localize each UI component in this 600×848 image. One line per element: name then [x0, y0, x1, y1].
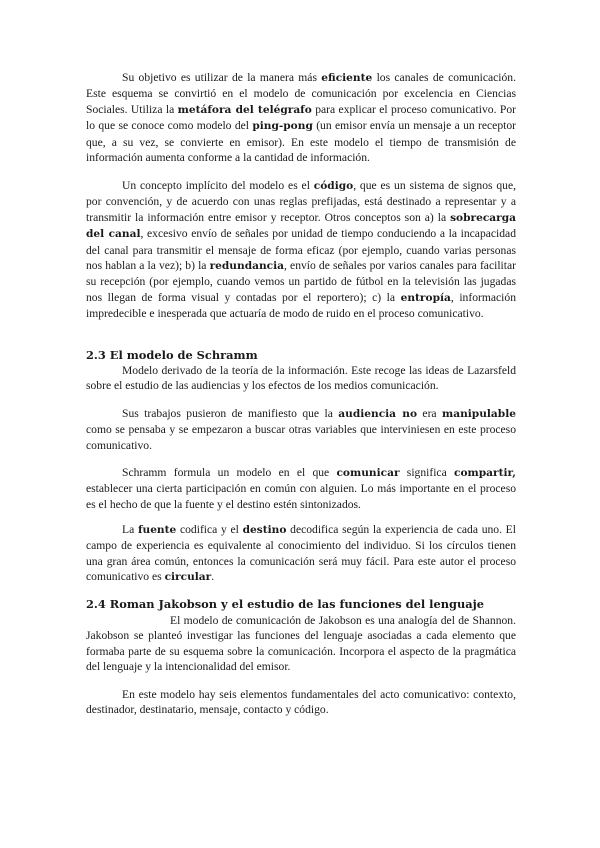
bold-term-comunicar: comunicar	[336, 467, 400, 479]
bold-term-metafora: metáfora del telégrafo	[177, 103, 312, 116]
paragraph-objetivo: Su objetivo es utilizar de la manera más eficiente los canales de comunicación. Este esquema se convirtió en el modelo de comunicación por excelencia en Ciencias Sociales. Utiliza la metáfora del telégrafo para explicar el proceso comunicativo. Por lo que se conoce como modelo del ping-pong (un emisor envía un mensaje a un receptor que, a su vez, se convierte en emisor). En este modelo el tiempo de transmisión de información aumenta conforme a la cantidad de información.	[86, 71, 516, 165]
bold-term-compartir: compartir,	[454, 467, 516, 479]
paragraph-codigo: Un concepto implícito del modelo es el código, que es un sistema de signos que, por convención, y de acuerdo con unas reglas prefijadas, está destinado a representar y a transmitir la información entre emisor y receptor. Otros conceptos son a) la sobrecarga del canal, excesivo envío de señales por unidad de tiempo conduciendo a la incapacidad del canal para transmitir el mensaje de forma eficaz (por ejemplo, cuando varias personas nos hablan a la vez); b) la redundancia, envío de señales por varios canales para facilitar su recepción (por ejemplo, cuando vemos un partido de fútbol en la televisión las jugadas nos llegan de forma visual y contadas por el reportero); c) la entropía, información impredecible e inesperada que actuaría de modo de ruido en el proceso comunicativo.	[86, 179, 516, 321]
bold-term-entropia: entropía	[400, 291, 451, 304]
paragraph-trabajos: Sus trabajos pusieron de manifiesto que la audiencia no era manipulable como se pensaba y se empezaron a buscar otras variables que interviniesen en este proceso comunicativo.	[86, 407, 516, 452]
bold-term-audiencia: audiencia no	[338, 408, 418, 420]
bold-term-fuente: fuente	[137, 524, 177, 536]
bold-term-sobrecarga: sobrecarga del canal	[86, 211, 516, 241]
paragraph-schramm-formula: Schramm formula un modelo en el que comunicar significa compartir, establecer una cierta participación en común con alguien. Lo más importante en el proceso es el hecho de que la fuente y el destino estén sintonizados.	[86, 466, 516, 511]
heading-schramm: 2.3 El modelo de Schramm	[86, 348, 258, 362]
bold-term-codigo: código	[313, 180, 354, 192]
paragraph-modelo-derivado: Modelo derivado de la teoría de la información. Este recoge las ideas de Lazarsfeld sobre el estudio de las audiencias y los efectos de los medios comunicación.	[86, 364, 516, 393]
bold-term-ping-pong: ping-pong	[252, 120, 313, 133]
bold-term-circular: circular	[164, 571, 212, 584]
bold-term-eficiente: eficiente	[321, 72, 373, 84]
bold-term-manipulable: manipulable	[442, 408, 516, 420]
bold-term-destino: destino	[242, 524, 287, 536]
paragraph-jakobson-modelo: El modelo de comunicación de Jakobson es una analogía del de Shannon. Jakobson se planteó investigar las funciones del lenguaje asociadas a cada elemento que formaba parte de su esquema sobre la comunicación. Incorpora el aspecto de la pragmática del lenguaje y la intencionalidad del emisor.	[86, 614, 516, 674]
bold-term-redundancia: redundancia	[209, 260, 285, 273]
paragraph-fuente-destino: La fuente codifica y el destino decodifica según la experiencia de cada uno. El campo de experiencia es equivalente al conocimiento del individuo. Si los círculos tienen una gran área común, entonces la comunicación será muy fácil. Para este autor el proceso comunicativo es circular.	[86, 523, 516, 584]
paragraph-seis-elementos: En este modelo hay seis elementos fundamentales del acto comunicativo: contexto, destinador, destinatario, mensaje, contacto y código.	[86, 688, 516, 717]
heading-jakobson: 2.4 Roman Jakobson y el estudio de las funciones del lenguaje	[86, 597, 485, 611]
